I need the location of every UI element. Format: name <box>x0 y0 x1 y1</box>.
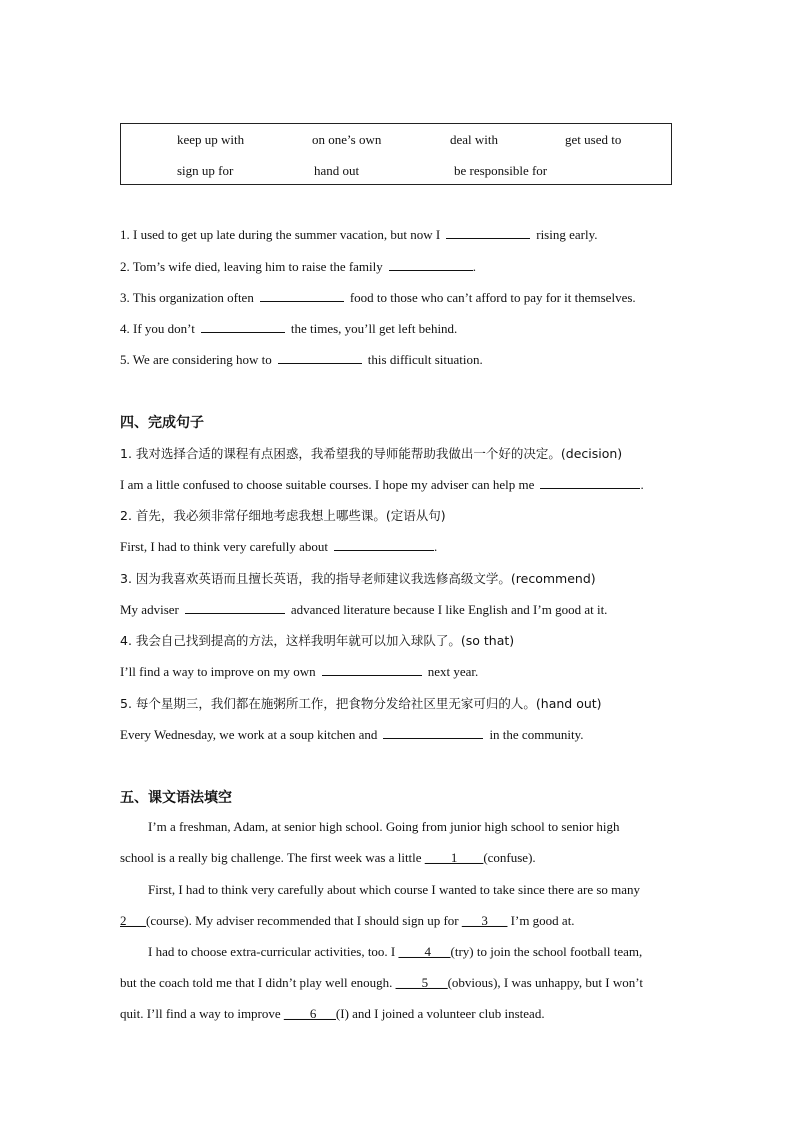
passage-blank-3[interactable]: ___3___ <box>461 913 508 928</box>
section-4-prompt-1: 1. 我对选择合适的课程有点困惑，我希望我的导师能帮助我做出一个好的决定。(decision) <box>120 446 623 461</box>
phrase-sign-up-for: sign up for <box>177 163 234 178</box>
passage-line: I had to choose extra-curricular activities, too. I ____4___(try) to join the school football team, <box>148 944 643 959</box>
section-4-prompt-2: 2. 首先，我必须非常仔细地考虑我想上哪些课。(定语从句) <box>120 508 446 523</box>
section-4-prompt-5: 5. 每个星期三，我们都在施粥所工作，把食物分发给社区里无家可归的人。(hand out) <box>120 696 602 711</box>
answer-blank[interactable] <box>383 726 483 739</box>
section-4-answer-2: First, I had to think very carefully about . <box>120 539 438 554</box>
passage-blank-6[interactable]: ____6___ <box>283 1006 336 1021</box>
fill-in-item-4: 4. If you don’t the times, you’ll get left behind. <box>120 321 458 336</box>
section-4-title: 四、完成句子 <box>120 415 204 431</box>
answer-blank[interactable] <box>260 289 344 302</box>
answer-blank[interactable] <box>278 351 362 364</box>
fill-in-item-3: 3. This organization often food to those who can’t afford to pay for it themselves. <box>120 290 636 305</box>
section-4-answer-4: I’ll find a way to improve on my own next year. <box>120 664 479 679</box>
section-4-prompt-3: 3. 因为我喜欢英语而且擅长英语，我的指导老师建议我选修高级文学。(recommend) <box>120 571 596 586</box>
phrase-on-ones-own: on one’s own <box>312 132 382 147</box>
fill-in-item-2: 2. Tom’s wife died, leaving him to raise the family . <box>120 259 477 274</box>
phrase-keep-up-with: keep up with <box>177 132 245 147</box>
passage-blank-2[interactable]: 2___ <box>120 913 146 928</box>
section-5-title: 五、课文语法填空 <box>120 790 232 806</box>
section-4-answer-3: My adviser advanced literature because I like English and I’m good at it. <box>120 602 608 617</box>
phrase-hand-out: hand out <box>314 163 360 178</box>
answer-blank[interactable] <box>540 476 640 489</box>
answer-blank[interactable] <box>201 320 285 333</box>
fill-in-item-5: 5. We are considering how to this difficult situation. <box>120 352 483 367</box>
passage-line: 2___(course). My adviser recommended that I should sign up for ___3___ I’m good at. <box>120 913 575 928</box>
answer-blank[interactable] <box>389 258 473 271</box>
passage-blank-4[interactable]: ____4___ <box>398 944 451 959</box>
section-4-answer-1: I am a little confused to choose suitable courses. I hope my adviser can help me . <box>120 477 644 492</box>
section-4-answer-5: Every Wednesday, we work at a soup kitchen and in the community. <box>120 727 584 742</box>
passage-blank-1[interactable]: ____1____ <box>424 850 484 865</box>
answer-blank[interactable] <box>334 538 434 551</box>
answer-blank[interactable] <box>446 226 530 239</box>
answer-blank[interactable] <box>322 663 422 676</box>
phrase-deal-with: deal with <box>450 132 499 147</box>
passage-line: quit. I’ll find a way to improve ____6___(I) and I joined a volunteer club instead. <box>120 1006 545 1021</box>
phrase-get-used-to: get used to <box>565 132 622 147</box>
phrase-word-box <box>120 123 672 185</box>
phrase-be-responsible-for: be responsible for <box>454 163 548 178</box>
passage-line: but the coach told me that I didn’t play well enough. ____5___(obvious), I was unhappy, but I won’t <box>120 975 643 990</box>
passage-line: school is a really big challenge. The first week was a little ____1____(confuse). <box>120 850 536 865</box>
passage-line: First, I had to think very carefully about which course I wanted to take since there are so many <box>148 882 641 897</box>
fill-in-item-1: 1. I used to get up late during the summer vacation, but now I rising early. <box>120 227 598 242</box>
passage-line: I’m a freshman, Adam, at senior high school. Going from junior high school to senior high <box>148 819 620 834</box>
passage-blank-5[interactable]: ____5___ <box>395 975 448 990</box>
answer-blank[interactable] <box>185 601 285 614</box>
section-4-prompt-4: 4. 我会自己找到提高的方法，这样我明年就可以加入球队了。(so that) <box>120 633 515 648</box>
